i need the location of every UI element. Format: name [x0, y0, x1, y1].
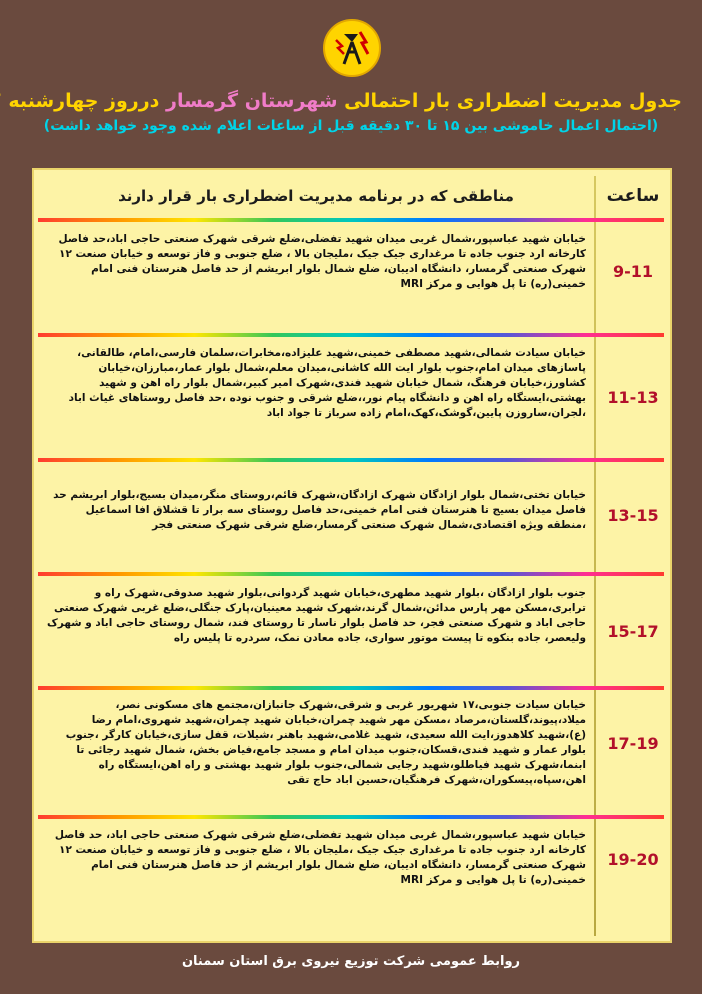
table-row-time: 13-15 — [607, 506, 659, 525]
table-row-area: جنوب بلوار ازادگان ،بلوار شهید مطهری،خیابان شهید گردوانی،بلوار شهید صدوقی،شهرک راه و ترابری،مسکن مهر پارس مدائن،شمال گرند،شهرک شهید معینیان،پارک جنگلی،ضلع غربی شهرک صنعتی حاجی اباد و شهرک صنعتی فجر، حد فاصل بلوار ناسار تا روستای فند، شمال روستای حاجی اباد و شهرک ولیعصر، جاده بنکوه تا پیست موتور سواری، جاده معادن نمک، سردره تا پلیس راه — [47, 587, 586, 644]
table-row-time: 9-11 — [612, 262, 654, 281]
column-separator — [594, 176, 596, 936]
electricity-company-logo — [322, 18, 382, 78]
schedule-table — [32, 168, 672, 943]
title-part2: درروز چهارشنبه — [8, 90, 160, 112]
area-column-header: مناطقی که در برنامه مدیریت اضطراری بار قرار دارند — [118, 187, 514, 205]
time-column-header: ساعت — [606, 186, 660, 206]
table-row-area: خیابان تختی،شمال بلوار ازادگان شهرک ازادگان،شهرک قائم،روستای منگر،میدان بسیج،بلوار ابریشم حد فاصل میدان بسیج تا هنرستان فنی امام خمینی،حد فاصل روستای سه برار تا قشلاق افا اسماعیل ،منطقه ویژه اقتصادی،شمال شهرک صنعتی گرمسار،ضلع شرقی شهرک صنعتی فجر — [53, 489, 586, 531]
title-city: شهرستان گرمسار — [166, 90, 338, 112]
row-divider — [38, 458, 664, 462]
table-row-time: 17-19 — [607, 734, 659, 753]
row-divider — [38, 815, 664, 819]
table-row-area: خیابان سیادت شمالی،شهید مصطفی خمینی،شهید علیزاده،مخابرات،سلمان فارسی،امام، طالقانی، پاسازهای میدان امام،جنوب بلوار ایت الله کاشانی،میدان معلم،شمال بلوار عمار،مبارزان،خیابان کشاورز،خیابان فرهنگ، شمال خیابان شهید فندی،شهرک امیر کبیر،شمال بلوار راه اهن و شهید بهشتی،ایستگاه راه اهن و دانشگاه پیام نور،،ضلع شرقی و جنوب نوده ،حد فاصل روستاهای غیاث اباد ،لجران،ساروزن پایین،گوشک،کهک،امام زاده سرباز تا جواد اباد — [68, 347, 586, 419]
page-subtitle: (احتمال اعمال خاموشی بین ۱۵ تا ۳۰ دقیقه قبل از ساعات اعلام شده وجود خواهد داشت) — [43, 118, 659, 134]
table-row-time: 19-20 — [607, 850, 659, 869]
table-row-time: 15-17 — [607, 622, 659, 641]
row-divider — [38, 572, 664, 576]
page-title — [8, 90, 682, 112]
table-row-time: 11-13 — [607, 388, 659, 407]
row-divider — [38, 218, 664, 222]
table-row-area: خیابان سیادت جنوبی،۱۷ شهریور غربی و شرقی،شهرک جانبازان،مجتمع های مسکونی نصر، میلاد،پیوند،گلستان،مرصاد ،مسکن مهر شهید چمران،خیابان شهید چمران،شهید شهروی،امام رضا (ع)،شهید کلاهدوز،ایت الله سعیدی، شهید غلامی،شهید باهنر ،شیلات، قفل سازی،خیابان کارگر ،جنوب بلوار عمار و شهید فندی،قسکان،جنوب میدان امام و مسجد جامع،فیاض بخش، شمال شهید رجائی تا ابنما،شهرک شهید فیاطلو،شهید رجایی شمالی،جنوب بلوار شهید بهشتی و راه اهن،ایستگاه راه اهن،سپاه،پیسکوران،شهرک فرهنگیان،حسین اباد حاج تقی — [65, 699, 586, 786]
row-divider — [38, 333, 664, 337]
row-divider — [38, 686, 664, 690]
footer-credit: روابط عمومی شرکت توزیع نیروی برق استان سمنان — [181, 954, 521, 969]
table-row-area: خیابان شهید عباسپور،شمال غربی میدان شهید تفضلی،ضلع شرقی شهرک صنعتی حاجی اباد،حد فاصل کارخانه ارد جنوب جاده تا مرغداری جیک جیک ،ملیجان بالا ، ضلع جنوبی و فاز توسعه و خیابان صنعت ۱۲ شهرک صنعتی گرمسار، دانشگاه ادیبان، ضلع شمال بلوار ابریشم از حد فاصل هنرستان فنی امام خمینی(ره) تا پل هوایی و مرکز MRI — [58, 233, 586, 290]
table-row-area: خیابان شهید عباسپور،شمال غربی میدان شهید تفضلی،ضلع شرقی شهرک صنعتی حاجی اباد، حد فاصل کارخانه ارد جنوب جاده تا مرغداری جیک جیک ،ملیجان بالا ، ضلع جنوبی و فاز توسعه و خیابان صنعت ۱۲ شهرک صنعتی گرمسار، دانشگاه ادیبان، ضلع شمال بلوار ابریشم از حد فاصل هنرستان فنی امام خمینی(ره) تا پل هوایی و مرکز MRI — [54, 829, 586, 886]
title-part1: جدول مدیریت اضطراری بار احتمالی — [337, 90, 682, 112]
